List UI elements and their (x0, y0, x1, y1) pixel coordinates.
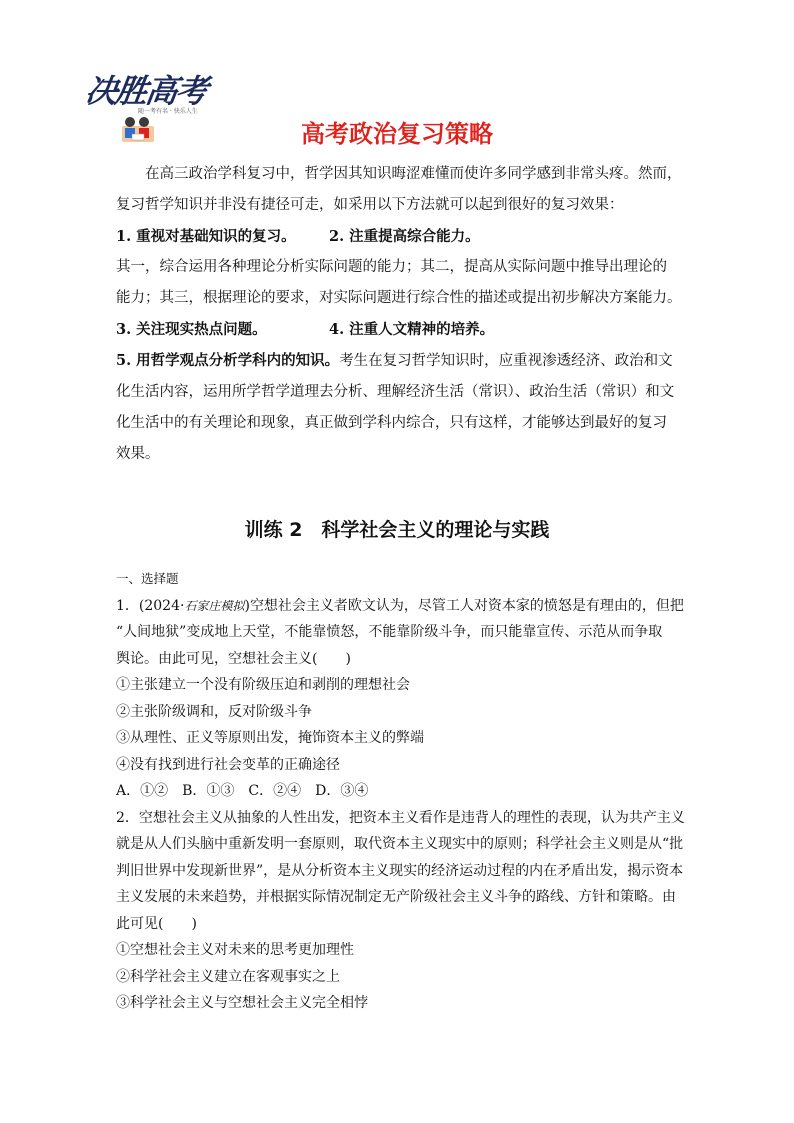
points-row (116, 314, 682, 345)
question-number-close: ) (244, 597, 250, 614)
point-5 (116, 345, 682, 377)
question-1-stem: “人间地狱”变成地上天堂，不能靠愤怒，不能靠阶级斗争，而只能靠宣传、示范从而争取 (116, 624, 663, 640)
point-2-detail: 其一，综合运用各种理论分析实际问题的能力；其二，提高从实际问题中推导出理论的 (116, 259, 667, 275)
question-1-choices: A．①② B．①③ C．②④ D．③④ (116, 783, 369, 799)
question-2-stem: 主义发展的未来趋势，并根据实际情况制定无产阶级社会主义斗争的路线、方针和策略。由 (116, 889, 676, 905)
question-2-option: ①空想社会主义对未来的思考更加理性 (116, 942, 354, 958)
logo-text: 决胜高考 (83, 72, 209, 110)
question-1-option: ③从理性、正义等原则出发，掩饰资本主义的弊端 (116, 730, 424, 746)
page-title: 高考政治复习策略 (301, 120, 493, 148)
question-1-stem: 舆论。由此可见，空想社会主义( ) (116, 650, 351, 667)
point-5-text: 化生活中的有关理论和现象，真正做到学科内综合，只有这样，才能够达到最好的复习 (116, 415, 667, 431)
point-3: 3. 关注现实热点问题。 (116, 321, 267, 338)
question-source: 石家庄模拟 (184, 598, 245, 613)
question-number: 1．(2024· (116, 597, 185, 614)
point-5-text: 考生在复习哲学知识时，应重视渗透经济、政治和文 (339, 353, 673, 369)
question-2-stem: 判旧世界中发现新世界”，是从分析资本主义现实的经济运动过程的内在矛盾出发，揭示资本 (116, 862, 684, 879)
question-2-stem: 2．空想社会主义从抽象的人性出发，把资本主义看作是违背人的理性的表现，认为共产主义 (116, 809, 685, 826)
point-2-detail: 能力；其三，根据理论的要求，对实际问题进行综合性的描述或提出初步解决方案能力。 (116, 290, 682, 306)
point-5-text: 效果。 (116, 446, 160, 462)
intro-line: 复习哲学知识并非没有捷径可走，如采用以下方法就可以起到很好的复习效果： (116, 197, 624, 213)
point-2: 2. 注重提高综合能力。 (329, 228, 480, 245)
logo-subtitle: 随一考有名 · 快乐人生 (138, 108, 198, 115)
section-title: 训练 2 科学社会主义的理论与实践 (244, 519, 550, 541)
question-2-option: ②科学社会主义建立在客观事实之上 (116, 968, 340, 985)
question-1-option: ②主张阶级调和，反对阶级斗争 (116, 703, 312, 720)
point-1: 1. 重视对基础知识的复习。 (116, 228, 296, 245)
question-1-stem (116, 593, 682, 620)
question-2-stem: 就是从人们头脑中重新发明一套原则，取代资本主义现实中的原则；科学社会主义则是从“批 (116, 836, 684, 852)
strategy-body (116, 159, 682, 470)
question-1-option: ①主张建立一个没有阶级压迫和剥削的理想社会 (116, 677, 410, 693)
point-5-head: 5. 用哲学观点分析学科内的知识。 (116, 352, 340, 369)
point-4: 4. 注重人文精神的培养。 (329, 321, 495, 338)
question-text: 空想社会主义者欧文认为，尽管工人对资本家的愤怒是有理由的，但把 (249, 597, 684, 614)
question-2-stem: 此可见( ) (116, 915, 197, 932)
exercise-heading: 一、选择题 (116, 571, 179, 586)
points-row (116, 221, 682, 252)
question-2-option: ③科学社会主义与空想社会主义完全相悖 (116, 995, 368, 1011)
intro-line: 在高三政治学科复习中，哲学因其知识晦涩难懂而使许多同学感到非常头疼。然而， (145, 166, 682, 182)
question-1-option: ④没有找到进行社会变革的正确途径 (116, 756, 340, 773)
exercise-section (116, 566, 685, 1017)
point-5-text: 化生活内容，运用所学哲学道理去分析、理解经济生活（常识）、政治生活（常识）和文 (116, 384, 675, 400)
